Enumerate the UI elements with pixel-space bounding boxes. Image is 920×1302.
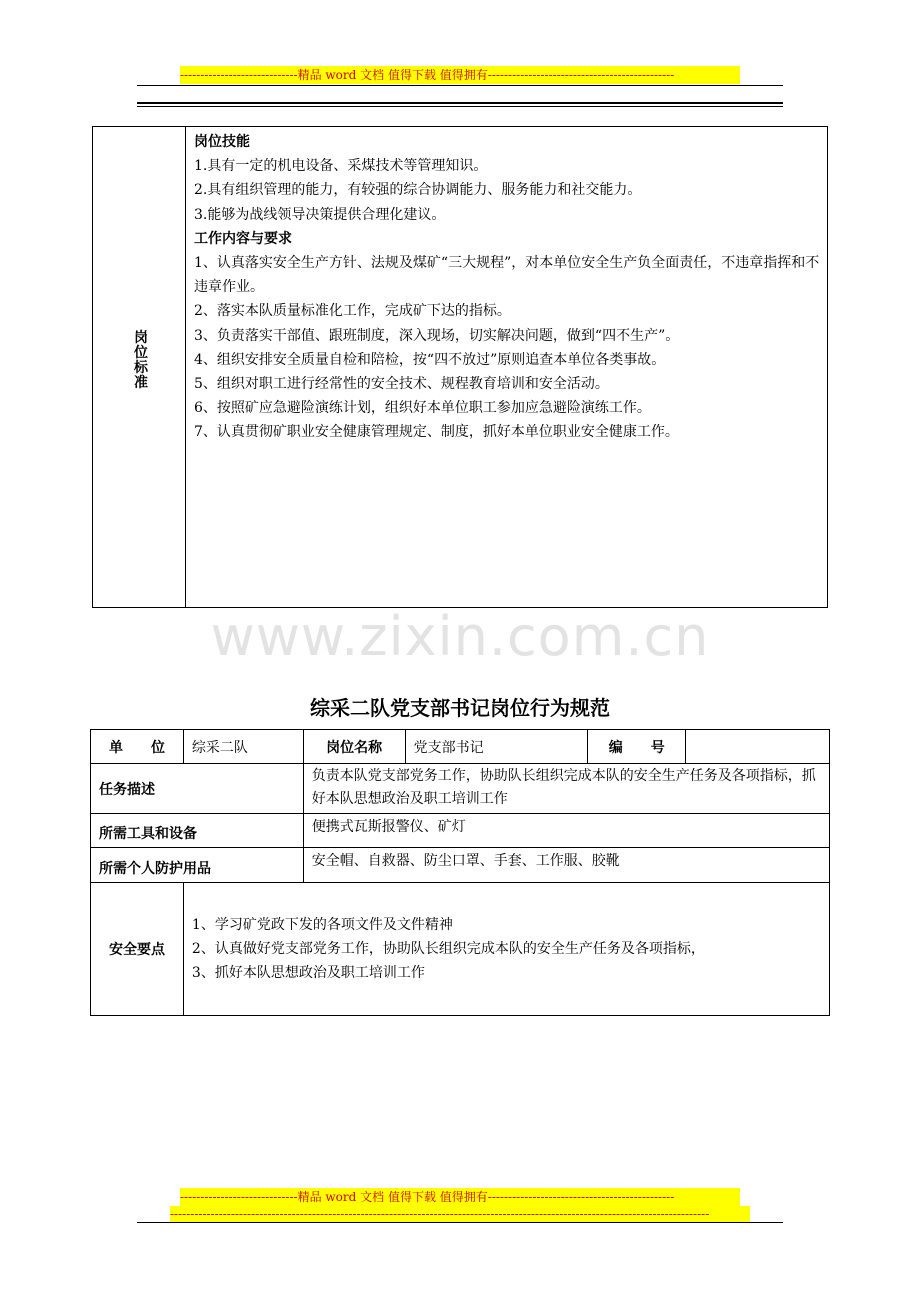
work-item: 5、组织对职工进行经常性的安全技术、规程教育培训和安全活动。 xyxy=(194,376,609,393)
standards-side-cell xyxy=(93,126,186,607)
safety-point: 3、抓好本队思想政治及职工培训工作 xyxy=(191,965,425,981)
skill-item: 1.具有一定的机电设备、采煤技术等管理知识。 xyxy=(194,158,488,175)
safety-point: 2、认真做好党支部党务工作，协助队长组织完成本队的安全生产任务及各项指标， xyxy=(191,941,705,957)
work-item: 6、按照矿应急避险演练计划，组织好本单位职工参加应急避险演练工作。 xyxy=(194,400,651,417)
unit-label: 单 位 xyxy=(91,730,184,764)
tools-value: 便携式瓦斯报警仪、矿灯 xyxy=(303,814,829,848)
header-banner: -----------------------------精品 word 文档 值得下载 值得拥有---------------------------------------------- xyxy=(180,66,740,84)
safety-point: 1、学习矿党政下发的各项文件及文件精神 xyxy=(191,917,453,933)
header-rule-thin xyxy=(137,106,783,107)
work-item: 1、认真落实安全生产方针、法规及煤矿“三大规程”，对本单位安全生产负全面责任，不违章指挥和不违章作业。 xyxy=(194,255,820,296)
post-standards-table xyxy=(92,126,828,608)
table-row xyxy=(91,883,830,1016)
footer-rule xyxy=(137,1222,783,1223)
work-item: 7、认真贯彻矿职业安全健康管理规定、制度，抓好本单位职业安全健康工作。 xyxy=(194,424,679,441)
tools-label: 所需工具和设备 xyxy=(91,814,304,848)
table-row xyxy=(91,848,830,883)
header-rule xyxy=(137,85,783,86)
behavior-spec-table xyxy=(90,729,830,1016)
footer-banner-wide: ------------------------------------------------------------------------------------------------------------------------------------- xyxy=(170,1206,750,1222)
table-row xyxy=(91,764,830,814)
header-rule-thick xyxy=(137,102,783,104)
number-value xyxy=(686,730,830,764)
task-label: 任务描述 xyxy=(91,764,304,814)
post-value: 党支部书记 xyxy=(405,730,588,764)
work-item: 2、落实本队质量标准化工作，完成矿下达的指标。 xyxy=(194,303,511,320)
work-heading: 工作内容与要求 xyxy=(194,230,292,247)
footer-banner: -----------------------------精品 word 文档 值得下载 值得拥有---------------------------------------------- xyxy=(180,1188,740,1206)
table-row xyxy=(91,730,830,764)
table-row xyxy=(91,814,830,848)
ppe-value: 安全帽、自救器、防尘口罩、手套、工作服、胶靴 xyxy=(303,848,829,883)
skills-heading: 岗位技能 xyxy=(194,134,250,150)
safety-label: 安全要点 xyxy=(91,883,184,1016)
post-label: 岗位名称 xyxy=(303,730,405,764)
number-label: 编 号 xyxy=(588,730,686,764)
work-item: 3、负责落实干部值、跟班制度，深入现场，切实解决问题，做到“四不生产”。 xyxy=(194,327,680,344)
ppe-label: 所需个人防护用品 xyxy=(91,848,304,883)
work-item: 4、组织安排安全质量自检和陪检，按“四不放过”原则追查本单位各类事故。 xyxy=(194,351,666,368)
standards-side-label: 岗位标准 xyxy=(134,330,148,391)
skill-item: 3.能够为战线领导决策提供合理化建议。 xyxy=(194,206,446,223)
watermark: www.zixin.com.cn xyxy=(210,605,710,668)
standards-content xyxy=(194,130,823,445)
task-value: 负责本队党支部党务工作，协助队长组织完成本队的安全生产任务及各项指标，抓好本队思想政治及职工培训工作 xyxy=(303,764,829,814)
skill-item: 2.具有组织管理的能力，有较强的综合协调能力、服务能力和社交能力。 xyxy=(194,182,642,199)
spec-title: 综采二队党支部书记岗位行为规范 xyxy=(310,696,610,720)
unit-value: 综采二队 xyxy=(183,730,303,764)
safety-points xyxy=(183,883,829,1016)
